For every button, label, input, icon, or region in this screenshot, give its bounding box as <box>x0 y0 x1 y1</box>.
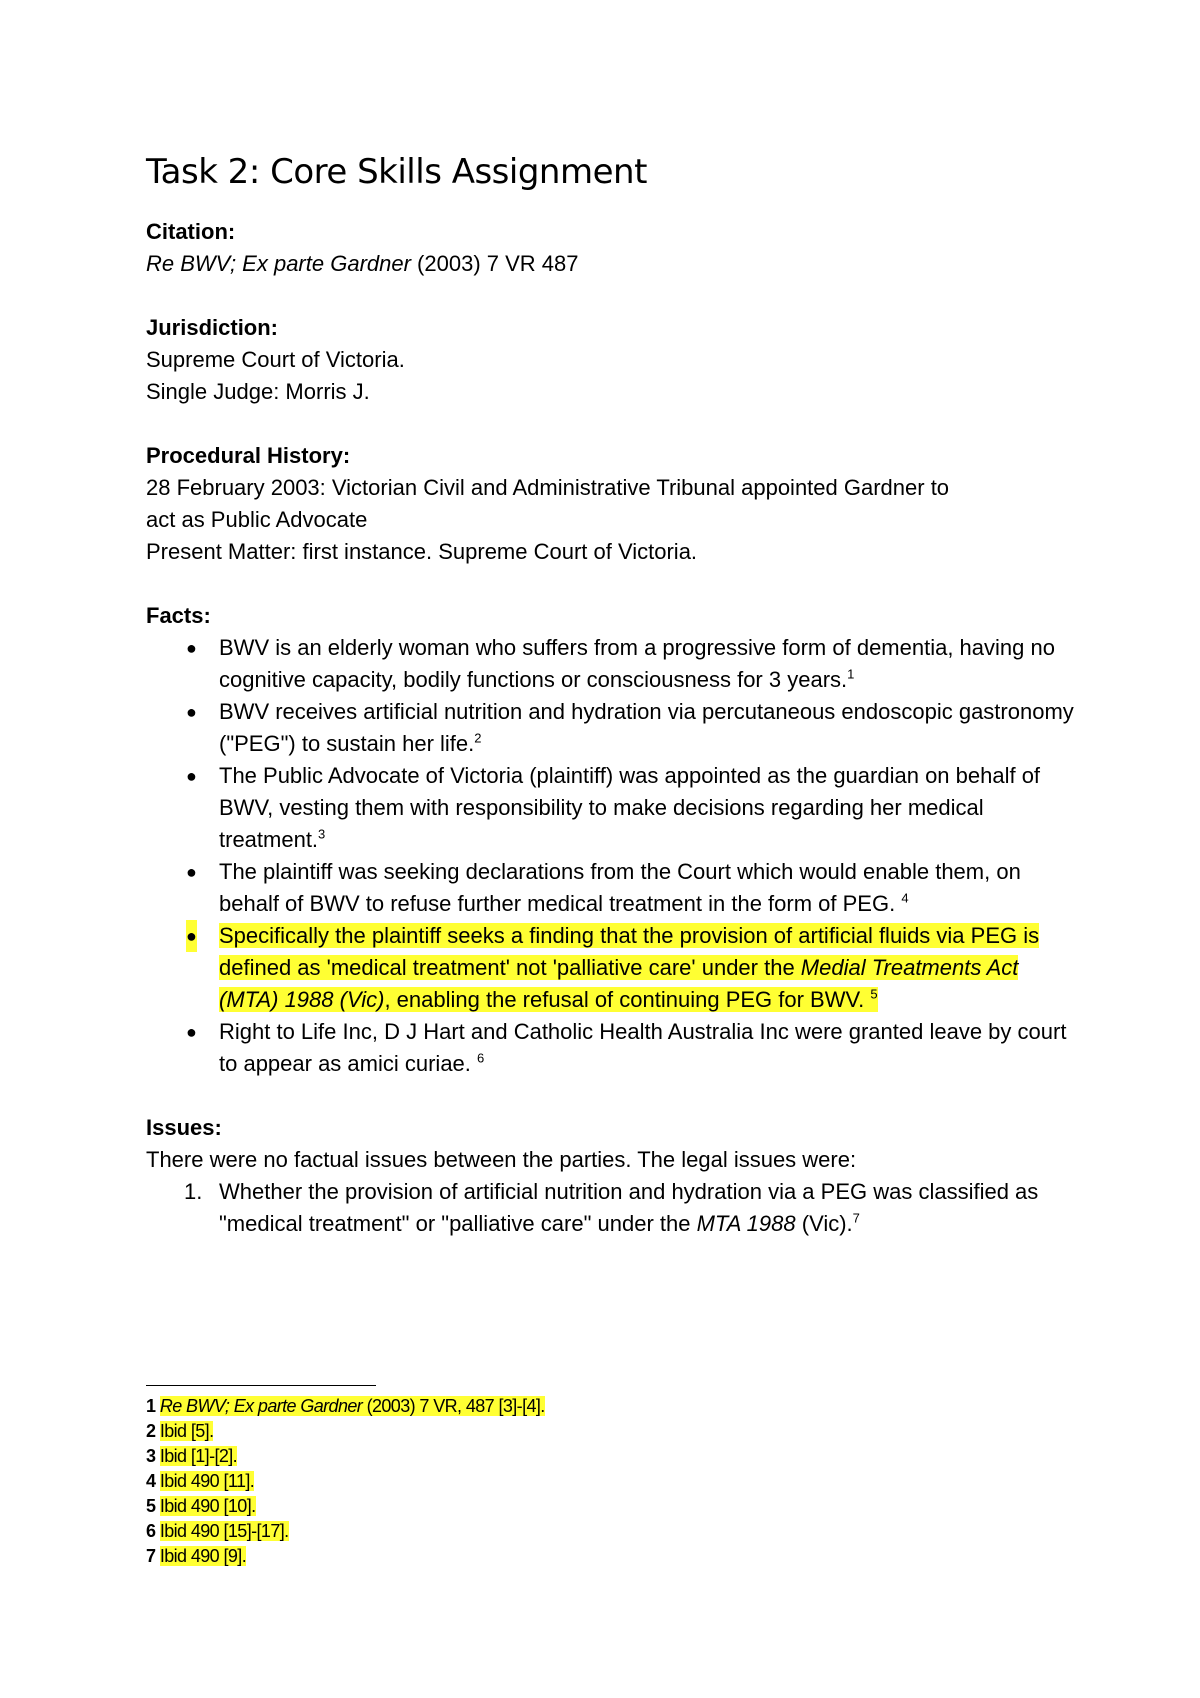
list-item <box>146 1016 1076 1080</box>
footnote <box>146 1394 846 1419</box>
fact-text: Specifically the plaintiff seeks a finding that the provision of artificial fluids via PEG is defined as 'medical treatment' not 'palliative care' under the <box>219 923 1040 980</box>
footnote-ref[interactable]: 3 <box>318 826 326 842</box>
fact-text: BWV is an elderly woman who suffers from a progressive form of dementia, having no cognitive capacity, bodily functions or consciousness for 3 years. <box>219 635 1055 692</box>
footnote-text: Ibid 490 [11]. <box>159 1471 255 1491</box>
procedural-history-line: act as Public Advocate <box>146 507 368 532</box>
highlighted-fact <box>219 923 1039 1012</box>
footnote-separator <box>146 1385 376 1386</box>
fact-text: The plaintiff was seeking declarations from the Court which would enable them, on behalf of BWV to refuse further medical treatment in the form of PEG. <box>219 859 1021 916</box>
jurisdiction-heading: Jurisdiction: <box>146 315 279 340</box>
fact-text: BWV receives artificial nutrition and hydration via percutaneous endoscopic gastronomy ("PEG") to sustain her life. <box>219 699 1074 756</box>
bullet-icon: ● <box>186 702 197 722</box>
list-item-highlighted <box>146 920 1076 1016</box>
jurisdiction-line: Single Judge: Morris J. <box>146 379 370 404</box>
document-body <box>146 150 1076 1240</box>
citation-heading: Citation: <box>146 219 236 244</box>
procedural-history-line: 28 February 2003: Victorian Civil and Administrative Tribunal appointed Gardner to <box>146 475 950 500</box>
citation-reference: (2003) 7 VR 487 <box>410 251 579 276</box>
case-name: Re BWV; Ex parte Gardner <box>159 1396 363 1416</box>
bullet-icon: ● <box>186 862 197 882</box>
footnote <box>146 1419 846 1444</box>
footnote <box>146 1444 846 1469</box>
bullet-icon: ● <box>186 638 197 658</box>
issues-list <box>146 1176 1076 1240</box>
issue-text: (Vic). <box>795 1211 853 1236</box>
page-title: Task 2: Core Skills Assignment <box>146 152 647 192</box>
footnote-text <box>160 1396 545 1416</box>
issues-section <box>146 1112 1076 1240</box>
footnote-text: Ibid 490 [9]. <box>159 1546 247 1566</box>
footnote-ref[interactable]: 2 <box>474 730 482 746</box>
citation-section <box>146 216 1076 280</box>
footnote-ref[interactable]: 1 <box>847 666 855 682</box>
footnote <box>146 1469 846 1494</box>
procedural-history-line: Present Matter: first instance. Supreme Court of Victoria. <box>146 539 698 564</box>
facts-heading: Facts: <box>146 603 211 628</box>
issue-number: 1. <box>184 1179 203 1204</box>
procedural-history-heading: Procedural History: <box>146 443 351 468</box>
act-title: Medial Treatments Act (MTA) 1988 (Vic) <box>219 955 1019 1012</box>
footnote-ref[interactable]: 5 <box>870 986 878 1002</box>
footnote-ref[interactable]: 7 <box>852 1210 860 1226</box>
fact-text: Right to Life Inc, D J Hart and Catholic Health Australia Inc were granted leave by court to appear as amici curiae. <box>219 1019 1067 1076</box>
list-item <box>146 856 1076 920</box>
facts-list <box>146 632 1076 1080</box>
fact-text: The Public Advocate of Victoria (plaintiff) was appointed as the guardian on behalf of BWV, vesting them with responsibility to make decisions regarding her medical treatment. <box>219 763 1041 852</box>
footnote-number: 2 <box>146 1421 156 1441</box>
bullet-icon: ● <box>186 920 197 952</box>
footnote-number: 6 <box>146 1521 156 1541</box>
jurisdiction-line: Supreme Court of Victoria. <box>146 347 405 372</box>
footnote <box>146 1494 846 1519</box>
list-item <box>146 632 1076 696</box>
facts-section <box>146 600 1076 1080</box>
jurisdiction-section <box>146 312 1076 408</box>
footnote-text: Ibid 490 [10]. <box>159 1496 256 1516</box>
footnote-text: Ibid 490 [15]-[17]. <box>159 1521 289 1541</box>
footnote-ref[interactable]: 4 <box>901 890 909 906</box>
footnote-number: 7 <box>146 1546 156 1566</box>
issues-heading: Issues: <box>146 1115 222 1140</box>
footnote-number: 1 <box>146 1396 156 1416</box>
footnote-ref-text: (2003) 7 VR, 487 [3]-[4]. <box>362 1396 545 1416</box>
footnote-ref[interactable]: 6 <box>477 1050 485 1066</box>
issue-text: Whether the provision of artificial nutrition and hydration via a PEG was classified as "medical treatment" or "palliative care" under the <box>219 1179 1039 1236</box>
bullet-icon: ● <box>186 766 197 786</box>
footnote <box>146 1519 846 1544</box>
footnote-text: Ibid [5]. <box>159 1421 214 1441</box>
footnote-number: 4 <box>146 1471 156 1491</box>
issues-intro: There were no factual issues between the parties. The legal issues were: <box>146 1147 857 1172</box>
citation-text <box>146 248 1076 280</box>
bullet-icon: ● <box>186 1022 197 1042</box>
case-name: Re BWV; Ex parte Gardner <box>146 251 411 276</box>
footnote-number: 3 <box>146 1446 156 1466</box>
footnote-text: Ibid [1]-[2]. <box>159 1446 238 1466</box>
list-item <box>146 760 1076 856</box>
footnote-number: 5 <box>146 1496 156 1516</box>
procedural-history-section <box>146 440 1076 568</box>
fact-text: , enabling the refusal of continuing PEG for BWV. <box>384 987 871 1012</box>
footnotes <box>146 1385 846 1569</box>
list-item <box>146 696 1076 760</box>
list-item <box>146 1176 1076 1240</box>
footnote <box>146 1544 846 1569</box>
act-title: MTA 1988 <box>696 1211 796 1236</box>
